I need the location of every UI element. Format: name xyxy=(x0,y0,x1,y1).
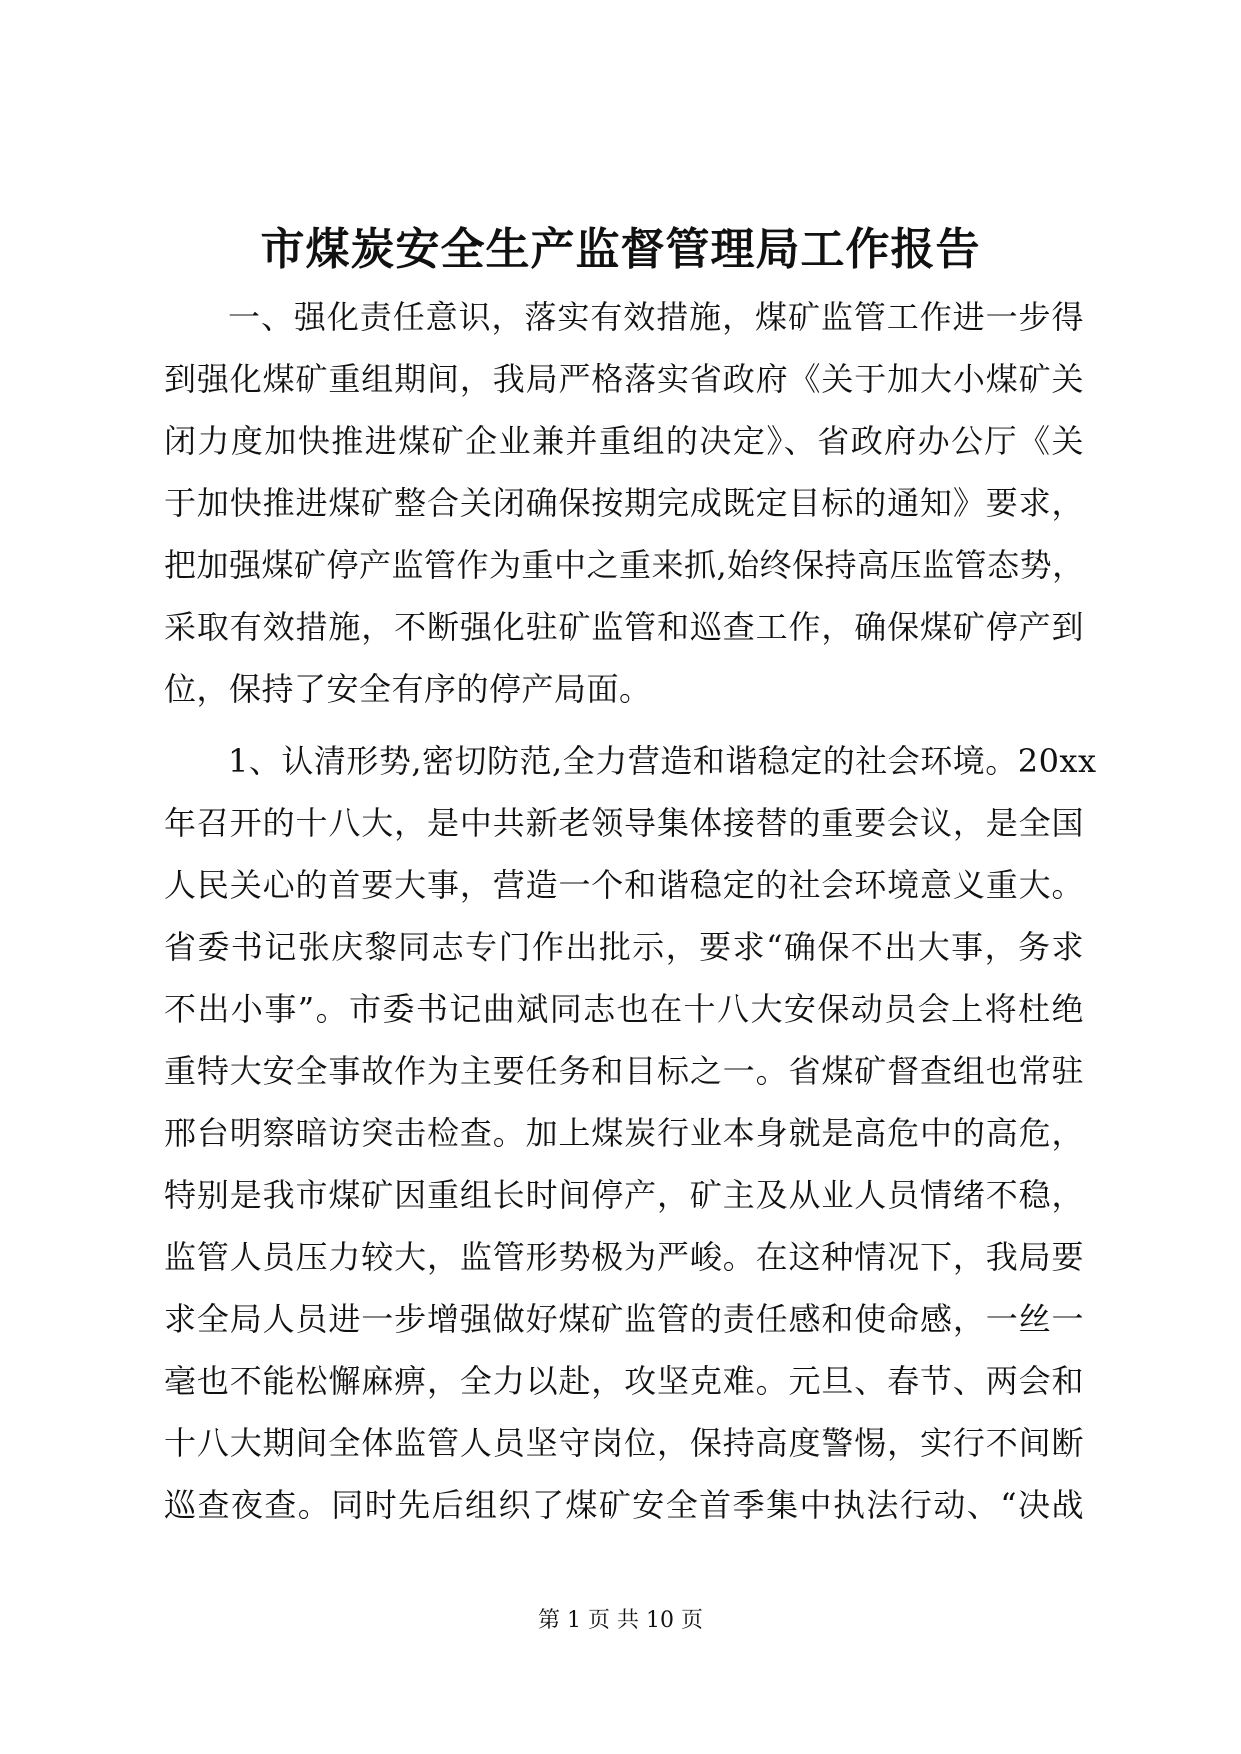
paragraph-line: 不出小事”。市委书记曲斌同志也在十八大安保动员会上将杜绝 xyxy=(164,990,1084,1028)
paragraph-line: 巡查夜查。同时先后组织了煤矿安全首季集中执法行动、“决战 xyxy=(164,1486,1084,1524)
paragraph-line: 把加强煤矿停产监管作为重中之重来抓,始终保持高压监管态势， xyxy=(164,546,1085,584)
paragraph-line: 特别是我市煤矿因重组长时间停产，矿主及从业人员情绪不稳， xyxy=(164,1176,1084,1214)
paragraph-line: 求全局人员进一步增强做好煤矿监管的责任感和使命感，一丝一 xyxy=(164,1300,1084,1338)
paragraph-line: 1、认清形势,密切防范,全力营造和谐稳定的社会环境。20xx xyxy=(228,742,1097,780)
paragraph-line: 采取有效措施，不断强化驻矿监管和巡查工作，确保煤矿停产到 xyxy=(164,608,1084,646)
paragraph-line: 毫也不能松懈麻痹，全力以赴，攻坚克难。元旦、春节、两会和 xyxy=(164,1362,1084,1400)
paragraph-line: 于加快推进煤矿整合关闭确保按期完成既定目标的通知》要求， xyxy=(164,484,1084,522)
paragraph-line: 年召开的十八大，是中共新老领导集体接替的重要会议，是全国 xyxy=(164,804,1084,842)
paragraph-line: 省委书记张庆黎同志专门作出批示，要求“确保不出大事，务求 xyxy=(164,928,1084,966)
paragraph-gap xyxy=(164,720,1084,730)
document-body xyxy=(164,286,1097,1536)
paragraph-line: 闭力度加快推进煤矿企业兼并重组的决定》、省政府办公厅《关 xyxy=(164,422,1084,460)
document-title: 市煤炭安全生产监督管理局工作报告 xyxy=(260,224,981,275)
paragraph-line: 监管人员压力较大，监管形势极为严峻。在这种情况下，我局要 xyxy=(164,1238,1084,1276)
paragraph-line: 邢台明察暗访突击检查。加上煤炭行业本身就是高危中的高危， xyxy=(164,1114,1084,1152)
paragraph-line: 位，保持了安全有序的停产局面。 xyxy=(164,670,652,708)
paragraph-line: 人民关心的首要大事，营造一个和谐稳定的社会环境意义重大。 xyxy=(164,866,1084,904)
paragraph-line: 重特大安全事故作为主要任务和目标之一。省煤矿督查组也常驻 xyxy=(164,1052,1084,1090)
page-footer: 第 1 页 共 10 页 xyxy=(538,1608,703,1633)
paragraph-line: 十八大期间全体监管人员坚守岗位，保持高度警惕，实行不间断 xyxy=(164,1424,1084,1462)
paragraph-line: 到强化煤矿重组期间，我局严格落实省政府《关于加大小煤矿关 xyxy=(164,360,1084,398)
paragraph-line: 一、强化责任意识，落实有效措施，煤矿监管工作进一步得 xyxy=(228,298,1084,336)
